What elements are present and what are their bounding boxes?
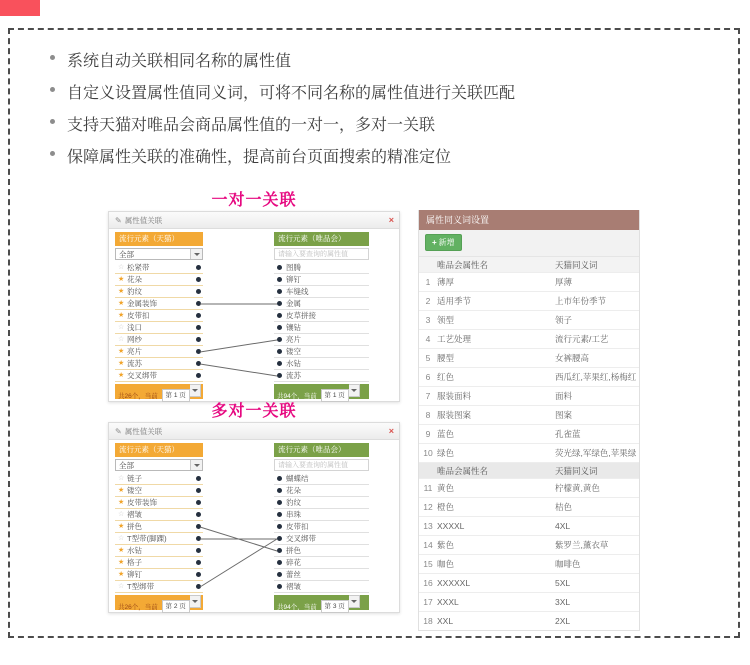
vip-attr-name: XXXL [437,593,555,612]
link-anchor-dot[interactable] [196,277,201,282]
list-item[interactable] [274,298,369,310]
vip-attr-name: 红色 [437,368,555,387]
link-anchor-dot[interactable] [277,584,282,589]
page-select[interactable]: 第 1 页 [321,389,349,402]
star-icon[interactable]: ★ [118,276,125,283]
table-header-row [419,463,639,479]
vip-panel [274,443,369,610]
item-label: 亮片 [127,347,142,356]
link-anchor-dot[interactable] [277,548,282,553]
header-cell: 唯品会属性名 [437,463,555,479]
row-index: 9 [419,425,437,444]
link-anchor-dot[interactable] [196,361,201,366]
star-icon[interactable]: ★ [118,312,125,319]
star-icon[interactable]: ★ [118,571,125,578]
chevron-down-icon [190,460,202,470]
list-item[interactable] [274,274,369,286]
link-anchor-dot[interactable] [196,560,201,565]
item-label: 碎花 [286,558,301,567]
link-anchor-dot[interactable] [196,548,201,553]
list-item[interactable] [115,569,203,581]
item-label: 褶皱 [127,510,142,519]
bullet-dot-icon [50,119,55,124]
link-anchor-dot[interactable] [277,373,282,378]
list-item[interactable] [115,521,203,533]
vip-attr-name: 绿色 [437,444,555,463]
link-anchor-dot[interactable] [277,476,282,481]
link-anchor-dot[interactable] [196,524,201,529]
list-item[interactable] [115,581,203,593]
list-item[interactable] [274,485,369,497]
item-label: 褶皱 [286,582,301,591]
table-row [419,330,639,349]
star-icon[interactable]: ★ [118,487,125,494]
table-header-row [419,257,639,273]
filter-selected-value: 全部 [119,461,134,470]
link-anchor-dot[interactable] [277,265,282,270]
table-row [419,349,639,368]
tmall-panel [115,443,203,610]
link-anchor-dot[interactable] [277,289,282,294]
tmall-synonym: 孔雀蓝 [555,425,639,444]
link-anchor-dot[interactable] [277,301,282,306]
close-icon[interactable]: × [388,215,394,225]
link-anchor-dot[interactable] [277,536,282,541]
bullet-dot-icon [50,151,55,156]
table-row [419,574,639,593]
header-cell: 天猫同义词 [555,463,639,479]
link-anchor-dot[interactable] [196,373,201,378]
link-anchor-dot[interactable] [196,325,201,330]
col-tmall-synonym: 天猫同义词 [555,257,639,273]
row-index: 5 [419,349,437,368]
tmall-synonym: 桔色 [555,498,639,517]
star-icon[interactable]: ★ [118,499,125,506]
tmall-synonym: 厚薄 [555,273,639,292]
tmall-synonym: 3XL [555,593,639,612]
item-label: 松紧带 [127,263,150,272]
row-index: 4 [419,330,437,349]
item-label: 铆钉 [286,275,301,284]
vip-item-list [274,262,369,382]
link-anchor-dot[interactable] [277,349,282,354]
item-label: 蕾丝 [286,570,301,579]
table-row [419,612,639,631]
list-item[interactable] [115,262,203,274]
vip-attr-name: 领型 [437,311,555,330]
link-anchor-dot[interactable] [196,500,201,505]
many-to-one-section [108,403,400,613]
item-label: 花朵 [127,275,142,284]
list-item[interactable] [274,358,369,370]
link-anchor-dot[interactable] [196,512,201,517]
row-index: 14 [419,536,437,555]
star-icon[interactable]: ★ [118,348,125,355]
list-item[interactable] [274,310,369,322]
link-anchor-dot[interactable] [196,301,201,306]
add-button-label: 新增 [438,238,455,247]
list-item[interactable] [115,370,203,382]
list-item[interactable] [115,298,203,310]
tmall-panel-header: 流行元素（天猫） [115,443,203,457]
list-item[interactable] [115,310,203,322]
link-anchor-dot[interactable] [277,337,282,342]
item-label: 亮片 [286,335,301,344]
list-item[interactable] [115,322,203,334]
bullet-item [50,110,515,142]
list-item[interactable] [115,358,203,370]
star-icon[interactable]: ☆ [118,583,125,590]
list-item[interactable] [274,262,369,274]
pager-count-text: 共26个，当前 [118,604,158,611]
table-row [419,444,639,463]
row-index: 18 [419,612,437,631]
table-row [419,517,639,536]
vip-attr-name: 黄色 [437,479,555,498]
item-label: 皮带装饰 [127,498,157,507]
one-to-one-section [108,192,400,402]
list-item[interactable] [274,581,369,593]
vip-pager [274,384,369,399]
item-label: 镂空 [286,347,301,356]
item-label: 皮草拼接 [286,311,316,320]
star-icon[interactable]: ☆ [118,475,125,482]
dialog-title: 属性值关联 [124,216,163,225]
list-item[interactable] [274,346,369,358]
item-label: 水钻 [127,546,142,555]
item-label: 交叉绑带 [127,371,157,380]
link-anchor-dot[interactable] [196,265,201,270]
page-corner-accent [0,0,40,16]
tmall-synonym: 流行元素/工艺 [555,330,639,349]
row-index: 10 [419,444,437,463]
link-anchor-dot[interactable] [277,524,282,529]
plus-icon: + [432,238,437,247]
link-anchor-dot[interactable] [196,476,201,481]
page-select[interactable]: 第 2 页 [162,600,190,613]
chevron-down-icon[interactable] [190,595,201,608]
bullet-dot-icon [50,87,55,92]
row-index: 11 [419,479,437,498]
item-label: 链子 [127,474,142,483]
dialog-titlebar [109,212,399,229]
vip-attr-name: 工艺处理 [437,330,555,349]
list-item[interactable] [115,497,203,509]
list-item[interactable] [274,497,369,509]
filter-selected-value: 全部 [119,250,134,259]
item-label: 格子 [127,558,142,567]
table-row [419,536,639,555]
tmall-synonym: 5XL [555,574,639,593]
attr-link-dialog-2 [108,422,400,613]
row-index: 7 [419,387,437,406]
bullet-item [50,46,515,78]
link-anchor-dot[interactable] [196,584,201,589]
link-anchor-dot[interactable] [277,325,282,330]
vip-search-input[interactable]: 请输入要查询的属性值 [274,248,369,260]
tmall-synonym: 面料 [555,387,639,406]
row-index: 16 [419,574,437,593]
tmall-synonym: 2XL [555,612,639,631]
vip-attr-name: XXXXL [437,517,555,536]
item-label: 流苏 [286,371,301,380]
pager-count-text: 共94个，当前 [277,604,317,611]
vip-attr-name: 紫色 [437,536,555,555]
page-select[interactable]: 第 3 页 [321,600,349,613]
tmall-panel [115,232,203,399]
vip-pager [274,595,369,610]
item-label: 蝴蝶结 [286,474,309,483]
vip-panel [274,232,369,399]
star-icon[interactable]: ★ [118,523,125,530]
list-item[interactable] [115,346,203,358]
synonym-table [419,257,639,630]
item-label: 金属装饰 [127,299,157,308]
table-row [419,555,639,574]
item-label: 浅口 [127,323,142,332]
link-anchor-dot[interactable] [277,572,282,577]
tmall-panel-header: 流行元素（天猫） [115,232,203,246]
list-item[interactable] [274,370,369,382]
row-index: 15 [419,555,437,574]
list-item[interactable] [115,286,203,298]
bullet-dot-icon [50,55,55,60]
star-icon[interactable]: ☆ [118,336,125,343]
page-select[interactable]: 第 1 页 [162,389,190,402]
tmall-synonym: 咖啡色 [555,555,639,574]
vip-attr-name: 橙色 [437,498,555,517]
row-index: 17 [419,593,437,612]
vip-attr-name: 蓝色 [437,425,555,444]
item-label: 金属 [286,299,301,308]
item-label: 串珠 [286,510,301,519]
vip-item-list [274,473,369,593]
item-label: 皮带扣 [127,311,150,320]
link-anchor-dot[interactable] [277,560,282,565]
table-row [419,273,639,292]
list-item[interactable] [115,473,203,485]
link-anchor-dot[interactable] [196,536,201,541]
tmall-synonym: 西瓜红,苹果红,杨梅红 [555,368,639,387]
list-item[interactable] [274,557,369,569]
list-item[interactable] [274,521,369,533]
tmall-filter-select[interactable] [115,248,203,260]
synonym-settings-panel [418,210,640,631]
link-anchor-dot[interactable] [277,488,282,493]
link-anchor-dot[interactable] [277,277,282,282]
list-item[interactable] [115,274,203,286]
pager-count-text: 共26个，当前 [118,393,158,400]
link-anchor-dot[interactable] [277,361,282,366]
row-index: 13 [419,517,437,536]
item-label: 交叉绑带 [286,534,316,543]
tmall-synonym: 图案 [555,406,639,425]
list-item[interactable] [274,533,369,545]
table-row [419,479,639,498]
row-index: 12 [419,498,437,517]
vip-attr-name: 适用季节 [437,292,555,311]
list-item[interactable] [274,322,369,334]
table-row [419,368,639,387]
item-label: 拼色 [286,546,301,555]
table-row [419,425,639,444]
link-anchor-dot[interactable] [196,572,201,577]
star-icon[interactable]: ☆ [118,264,125,271]
vip-search-input[interactable]: 请输入要查询的属性值 [274,459,369,471]
attr-link-dialog-1 [108,211,400,402]
star-icon[interactable]: ★ [118,372,125,379]
vip-attr-name: 薄厚 [437,273,555,292]
dialog-body [109,440,399,612]
list-item[interactable] [274,473,369,485]
list-item[interactable] [274,509,369,521]
list-item[interactable] [115,557,203,569]
vip-attr-name: 服装面料 [437,387,555,406]
table-row [419,593,639,612]
item-label: 流苏 [127,359,142,368]
item-label: 图腾 [286,263,301,272]
vip-panel-header: 流行元素（唯品会） [274,443,369,457]
star-icon[interactable]: ☆ [118,324,125,331]
list-item[interactable] [115,545,203,557]
bullet-text: 自定义设置属性值同义词，可将不同名称的属性值进行关联匹配 [67,85,516,102]
bullet-text: 保障属性关联的准确性，提高前台页面搜索的精准定位 [67,149,452,166]
vip-attr-name: 咖色 [437,555,555,574]
bullet-item [50,78,515,110]
bullet-text: 支持天猫对唯品会商品属性值的一对一，多对一关联 [67,117,436,134]
table-row [419,387,639,406]
list-item[interactable] [115,334,203,346]
tmall-filter-select[interactable] [115,459,203,471]
item-label: 镂空 [127,486,142,495]
tmall-synonym: 荧光绿,军绿色,苹果绿 [555,444,639,463]
vip-attr-name: 服装图案 [437,406,555,425]
chevron-down-icon[interactable] [349,384,360,397]
list-item[interactable] [274,286,369,298]
bullet-item [50,142,515,174]
item-label: 网纱 [127,335,142,344]
section-title-one-to-one: 一对一关联 [211,192,297,209]
star-icon[interactable]: ★ [118,288,125,295]
link-anchor-dot[interactable] [196,313,201,318]
tmall-synonym: 上市年份季节 [555,292,639,311]
item-label: 镶钻 [286,323,301,332]
vip-attr-name: XXXXXL [437,574,555,593]
star-icon[interactable]: ★ [118,547,125,554]
link-anchor-dot[interactable] [277,313,282,318]
edit-icon: ✎ [115,216,122,225]
vip-panel-header: 流行元素（唯品会） [274,232,369,246]
list-item[interactable] [115,533,203,545]
table-row [419,498,639,517]
dialog-titlebar [109,423,399,440]
list-item[interactable] [115,485,203,497]
tmall-synonym: 领子 [555,311,639,330]
link-anchor-dot[interactable] [196,488,201,493]
tmall-pager [115,595,203,610]
list-item[interactable] [274,545,369,557]
item-label: 铆钉 [127,570,142,579]
table-row [419,406,639,425]
star-icon[interactable]: ★ [118,300,125,307]
list-item[interactable] [274,334,369,346]
item-label: 水钻 [286,359,301,368]
section-title-many-to-one: 多对一关联 [211,403,297,420]
edit-icon: ✎ [115,427,122,436]
tmall-synonym: 紫罗兰,薰衣草 [555,536,639,555]
row-index: 8 [419,406,437,425]
item-label: 拼色 [127,522,142,531]
chevron-down-icon[interactable] [190,384,201,397]
link-anchor-dot[interactable] [196,349,201,354]
dialog-title: 属性值关联 [124,427,163,436]
row-index: 1 [419,273,437,292]
close-icon[interactable]: × [388,426,394,436]
col-vip-attr: 唯品会属性名 [437,257,555,273]
tmall-synonym: 柠檬黄,黄色 [555,479,639,498]
tmall-pager [115,384,203,399]
list-item[interactable] [115,509,203,521]
feature-bullet-list [50,46,515,174]
item-label: 皮带扣 [286,522,309,531]
row-index: 3 [419,311,437,330]
star-icon[interactable]: ★ [118,360,125,367]
tmall-item-list [115,473,203,593]
tmall-synonym: 4XL [555,517,639,536]
star-icon[interactable]: ☆ [118,511,125,518]
vip-attr-name: 腰型 [437,349,555,368]
header-cell [419,463,437,479]
link-anchor-dot[interactable] [277,500,282,505]
star-icon[interactable]: ☆ [118,535,125,542]
link-anchor-dot[interactable] [277,512,282,517]
synonym-toolbar [419,230,639,257]
item-label: 车缝线 [286,287,309,296]
list-item[interactable] [274,569,369,581]
synonym-panel-title: 属性同义词设置 [419,210,639,230]
add-button[interactable] [425,234,462,251]
bullet-text: 系统自动关联相同名称的属性值 [67,53,292,70]
tmall-item-list [115,262,203,382]
chevron-down-icon [190,249,202,259]
row-index: 2 [419,292,437,311]
link-anchor-dot[interactable] [196,289,201,294]
table-row [419,311,639,330]
item-label: T型绑带 [127,582,155,591]
item-label: 豹纹 [127,287,142,296]
item-label: 豹纹 [286,498,301,507]
col-index [419,257,437,273]
tmall-synonym: 女裤腰高 [555,349,639,368]
link-anchor-dot[interactable] [196,337,201,342]
item-label: 花朵 [286,486,301,495]
chevron-down-icon[interactable] [349,595,360,608]
vip-attr-name: XXL [437,612,555,631]
item-label: T型带(脚踝) [127,534,167,543]
dialog-body [109,229,399,401]
star-icon[interactable]: ★ [118,559,125,566]
pager-count-text: 共94个，当前 [277,393,317,400]
table-row [419,292,639,311]
row-index: 6 [419,368,437,387]
